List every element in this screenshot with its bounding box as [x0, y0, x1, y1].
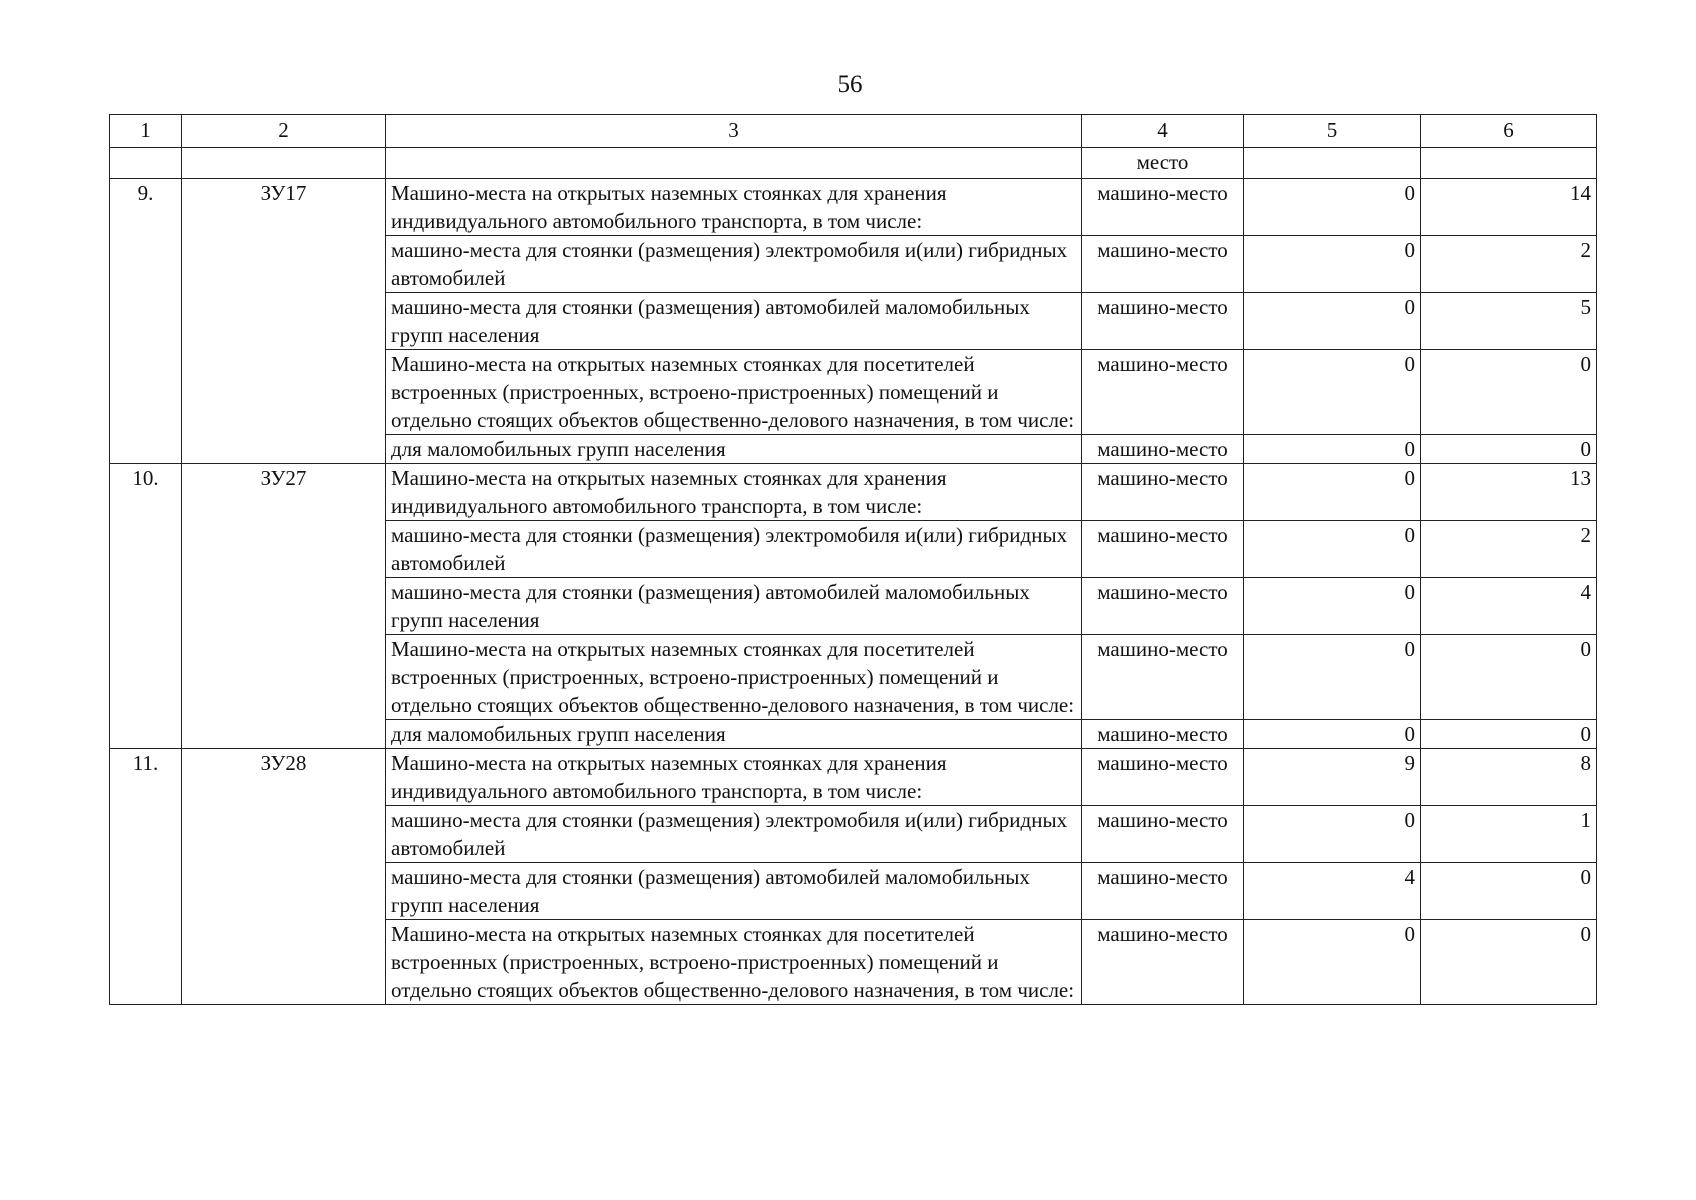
page-number: 56: [837, 71, 863, 98]
description-cell: машино-места для стоянки (размещения) электромобиля и(или) гибридных автомобилей: [386, 521, 1082, 578]
value-col6-cell: 2: [1421, 521, 1597, 578]
description-cell: машино-места для стоянки (размещения) автомобилей маломобильных групп населения: [386, 863, 1082, 920]
cell-empty: [182, 148, 386, 179]
description-cell: Машино-места на открытых наземных стоянках для посетителей встроенных (пристроенных, встроено-пристроенных) помещений и отдельно стоящих объектов общественно-делового назначения, в том числе:: [386, 350, 1082, 435]
description-cell: для маломобильных групп населения: [386, 435, 1082, 464]
description-cell: для маломобильных групп населения: [386, 720, 1082, 749]
column-header: 4: [1082, 115, 1244, 148]
description-cell: машино-места для стоянки (размещения) электромобиля и(или) гибридных автомобилей: [386, 236, 1082, 293]
value-col6-cell: 0: [1421, 863, 1597, 920]
value-col6-cell: 14: [1421, 179, 1597, 236]
value-col5-cell: 0: [1244, 350, 1421, 435]
value-col5-cell: 0: [1244, 435, 1421, 464]
value-col5-cell: 0: [1244, 521, 1421, 578]
unit-cell: машино-место: [1082, 293, 1244, 350]
value-col5-cell: 0: [1244, 635, 1421, 720]
value-col6-cell: 8: [1421, 749, 1597, 806]
value-col6-cell: 0: [1421, 920, 1597, 1005]
unit-cell: машино-место: [1082, 236, 1244, 293]
description-cell: Машино-места на открытых наземных стоянках для посетителей встроенных (пристроенных, встроено-пристроенных) помещений и отдельно стоящих объектов общественно-делового назначения, в том числе:: [386, 635, 1082, 720]
value-col6-cell: 0: [1421, 635, 1597, 720]
cell-empty: [1244, 148, 1421, 179]
value-col5-cell: 0: [1244, 806, 1421, 863]
unit-cell: машино-место: [1082, 179, 1244, 236]
value-col6-cell: 0: [1421, 435, 1597, 464]
value-col5-cell: 0: [1244, 179, 1421, 236]
row-number-cell: 11.: [110, 749, 182, 1005]
value-col6-cell: 2: [1421, 236, 1597, 293]
unit-cell: машино-место: [1082, 863, 1244, 920]
cell-empty: [386, 148, 1082, 179]
column-header: 6: [1421, 115, 1597, 148]
row-number-cell: 10.: [110, 464, 182, 749]
unit-cell: машино-место: [1082, 521, 1244, 578]
parcel-code-cell: ЗУ27: [182, 464, 386, 749]
description-cell: Машино-места на открытых наземных стоянках для хранения индивидуального автомобильного транспорта, в том числе:: [386, 749, 1082, 806]
table-row: [110, 179, 1597, 236]
value-col6-cell: 4: [1421, 578, 1597, 635]
value-col6-cell: 0: [1421, 720, 1597, 749]
description-cell: машино-места для стоянки (размещения) автомобилей маломобильных групп населения: [386, 578, 1082, 635]
value-col5-cell: 0: [1244, 293, 1421, 350]
unit-cell: машино-место: [1082, 720, 1244, 749]
column-header: 1: [110, 115, 182, 148]
parking-spaces-table: [109, 114, 1597, 1005]
cell-empty: [1421, 148, 1597, 179]
unit-cell: машино-место: [1082, 749, 1244, 806]
value-col5-cell: 0: [1244, 578, 1421, 635]
table-row: [110, 464, 1597, 521]
description-cell: Машино-места на открытых наземных стоянках для посетителей встроенных (пристроенных, встроено-пристроенных) помещений и отдельно стоящих объектов общественно-делового назначения, в том числе:: [386, 920, 1082, 1005]
column-header: 5: [1244, 115, 1421, 148]
unit-cell: машино-место: [1082, 920, 1244, 1005]
column-header: 2: [182, 115, 386, 148]
unit-cell: машино-место: [1082, 464, 1244, 521]
parcel-code-cell: ЗУ28: [182, 749, 386, 1005]
description-cell: Машино-места на открытых наземных стоянках для хранения индивидуального автомобильного транспорта, в том числе:: [386, 464, 1082, 521]
description-cell: машино-места для стоянки (размещения) электромобиля и(или) гибридных автомобилей: [386, 806, 1082, 863]
description-cell: машино-места для стоянки (размещения) автомобилей маломобильных групп населения: [386, 293, 1082, 350]
unit-cell: машино-место: [1082, 435, 1244, 464]
cell-empty: [110, 148, 182, 179]
unit-cell: машино-место: [1082, 635, 1244, 720]
row-number-cell: 9.: [110, 179, 182, 464]
value-col5-cell: 9: [1244, 749, 1421, 806]
value-col6-cell: 1: [1421, 806, 1597, 863]
value-col6-cell: 5: [1421, 293, 1597, 350]
parcel-code-cell: ЗУ17: [182, 179, 386, 464]
value-col5-cell: 0: [1244, 920, 1421, 1005]
column-header: 3: [386, 115, 1082, 148]
value-col6-cell: 13: [1421, 464, 1597, 521]
table-row: [110, 749, 1597, 806]
continuation-row: [110, 148, 1597, 179]
unit-cell: место: [1082, 148, 1244, 179]
description-cell: Машино-места на открытых наземных стоянках для хранения индивидуального автомобильного транспорта, в том числе:: [386, 179, 1082, 236]
value-col5-cell: 0: [1244, 720, 1421, 749]
unit-cell: машино-место: [1082, 578, 1244, 635]
value-col5-cell: 0: [1244, 464, 1421, 521]
unit-cell: машино-место: [1082, 806, 1244, 863]
column-number-row: [110, 115, 1597, 148]
value-col5-cell: 0: [1244, 236, 1421, 293]
value-col5-cell: 4: [1244, 863, 1421, 920]
value-col6-cell: 0: [1421, 350, 1597, 435]
unit-cell: машино-место: [1082, 350, 1244, 435]
